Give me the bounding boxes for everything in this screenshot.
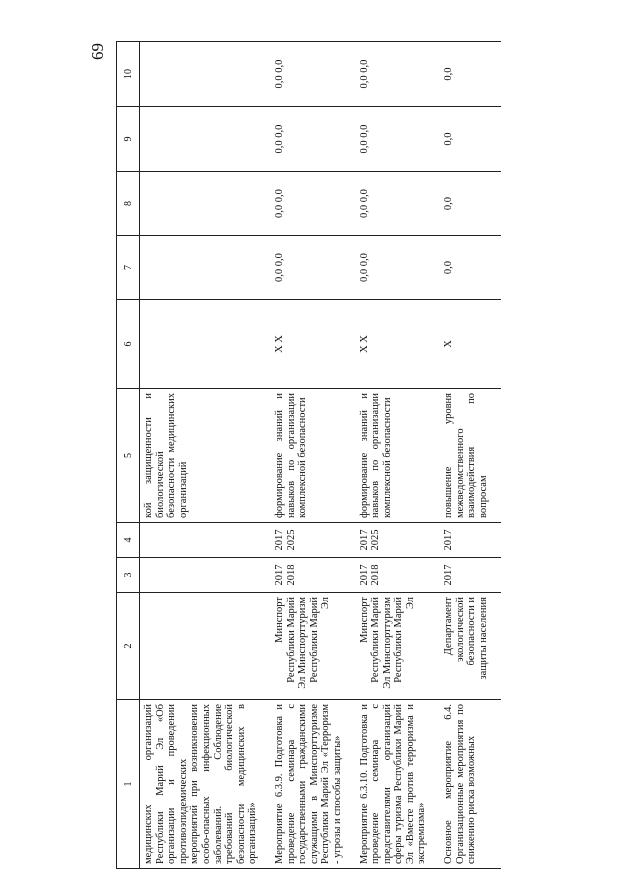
table-body	[140, 42, 502, 869]
table-row	[271, 42, 356, 869]
executor-cell: Минспорт Республики Марий Эл Минспорттуризм Республики Марий Эл	[271, 593, 356, 700]
measure-cell: Мероприятие 6.3.10. Подготовка и проведение семинара с представителями организаций сферы туризма Республики Марий Эл «Вместе против терроризма и экстремизма»	[356, 700, 441, 869]
value-10-cell: 0,0 0,0	[271, 42, 356, 107]
executor-cell	[140, 593, 271, 700]
column-header-10: 10	[117, 42, 140, 107]
end-year-cell	[140, 523, 271, 558]
result-cell: кой защищенности и биологической безопасности медицинских организаций	[140, 389, 271, 523]
header-row	[117, 42, 140, 869]
table-row	[140, 42, 271, 869]
measures-table	[116, 41, 501, 869]
column-header-5: 5	[117, 389, 140, 523]
column-6-cell: X	[440, 300, 501, 389]
value-10-cell	[140, 42, 271, 107]
result-cell: формирование знаний и навыков по организации комплексной безопасности	[356, 389, 441, 523]
column-header-2: 2	[117, 593, 140, 700]
executor-cell: Департамент экологической безопасности и защиты населения	[440, 593, 501, 700]
column-header-7: 7	[117, 236, 140, 300]
table-row	[440, 42, 501, 869]
value-8-cell: 0,0	[440, 172, 501, 236]
column-header-3: 3	[117, 558, 140, 593]
executor-cell: Минспорт Республики Марий Эл Минспорттуризм Республики Марий Эл	[356, 593, 441, 700]
measure-cell: Мероприятие 6.3.9. Подготовка и проведение семинара с государственными гражданскими служащими в Минспорттуризме Республики Марий Эл «Терроризм - угрозы и способы защиты»	[271, 700, 356, 869]
value-9-cell: 0,0 0,0	[356, 107, 441, 172]
column-header-4: 4	[117, 523, 140, 558]
start-year-cell: 2017 2018	[271, 558, 356, 593]
end-year-cell: 2017 2025	[356, 523, 441, 558]
column-header-6: 6	[117, 300, 140, 389]
value-7-cell	[140, 236, 271, 300]
page-number: 69	[88, 43, 107, 60]
column-header-8: 8	[117, 172, 140, 236]
value-10-cell: 0,0	[440, 42, 501, 107]
value-9-cell: 0,0 0,0	[271, 107, 356, 172]
end-year-cell: 2017 2025	[271, 523, 356, 558]
value-9-cell	[140, 107, 271, 172]
start-year-cell	[140, 558, 271, 593]
column-6-cell: X X	[271, 300, 356, 389]
value-7-cell: 0,0 0,0	[356, 236, 441, 300]
end-year-cell: 2017	[440, 523, 501, 558]
column-6-cell	[140, 300, 271, 389]
start-year-cell: 2017 2018	[356, 558, 441, 593]
measure-cell: Основное мероприятие 6.4. Организационные мероприятия по снижению риска возможных	[440, 700, 501, 869]
value-9-cell: 0,0	[440, 107, 501, 172]
measure-cell: медицинских организаций Республики Марий Эл «Об организации и проведении противоэпидемических мероприятий при возникновении особо-опасных инфекционных заболеваний. Соблюдение требований биологической безопасности медицинских в организаций»	[140, 700, 271, 869]
column-header-1: 1	[117, 700, 140, 869]
column-header-9: 9	[117, 107, 140, 172]
value-8-cell: 0,0 0,0	[356, 172, 441, 236]
column-6-cell: X X	[356, 300, 441, 389]
value-8-cell	[140, 172, 271, 236]
result-cell: повышение уровня межведомственного взаимодействия по вопросам	[440, 389, 501, 523]
rotated-table-container	[116, 42, 592, 869]
value-7-cell: 0,0	[440, 236, 501, 300]
value-8-cell: 0,0 0,0	[271, 172, 356, 236]
start-year-cell: 2017	[440, 558, 501, 593]
result-cell: формирование знаний и навыков по организации комплексной безопасности	[271, 389, 356, 523]
value-10-cell: 0,0 0,0	[356, 42, 441, 107]
table-row	[356, 42, 441, 869]
value-7-cell: 0,0 0,0	[271, 236, 356, 300]
